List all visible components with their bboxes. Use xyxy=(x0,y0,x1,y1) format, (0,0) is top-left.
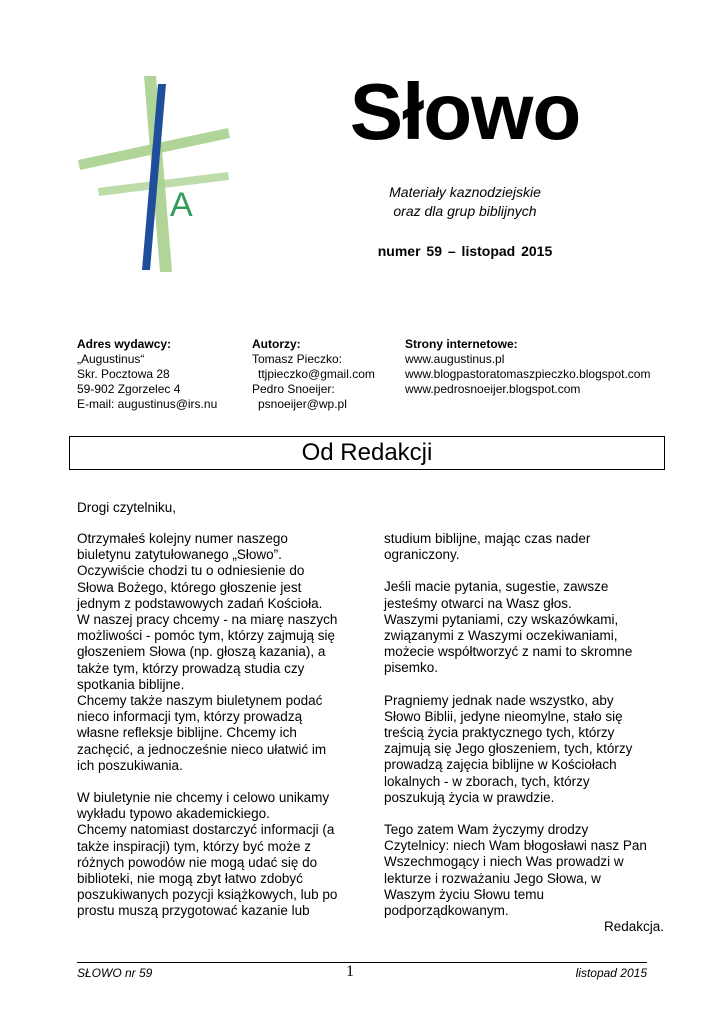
text-line: związanymi z Waszymi oczekiwaniami, xyxy=(384,628,618,644)
website-link: www.pedrosnoeijer.blogspot.com xyxy=(405,382,581,396)
text-line: jesteśmy otwarci na Wasz głos. xyxy=(384,595,572,611)
text-line: zajmują się Jego głoszeniem, tych, którzy xyxy=(384,741,633,757)
paragraph xyxy=(384,579,664,676)
paragraph xyxy=(384,531,664,563)
text-line: zachęcić, a jednocześnie nieco ułatwić im xyxy=(77,741,327,757)
publisher-line: 59-902 Zgorzelec 4 xyxy=(77,382,181,396)
text-line: studium biblijne, mając czas nader xyxy=(384,531,591,546)
authors-heading: Autorzy: xyxy=(252,337,301,351)
website-link: www.blogpastoratomaszpieczko.blogspot.com xyxy=(405,367,651,381)
logo-letter: A xyxy=(170,186,193,224)
text-line: Chcemy natomiast dostarczyć informacji (a xyxy=(77,822,335,838)
text-line: Oczywiście chodzi tu o odniesienie do xyxy=(77,563,305,579)
publisher-email: E-mail: augustinus@irs.nu xyxy=(77,397,218,411)
websites-heading: Strony internetowe: xyxy=(405,337,518,351)
text-line: także inspiracji) tym, którzy być może z xyxy=(77,838,312,854)
text-line: Pragniemy jednak nade wszystko, aby xyxy=(384,692,614,708)
text-line: różnych powodów nie mogą udać się do xyxy=(77,854,318,870)
paragraph xyxy=(384,693,664,806)
text-line: Tego zatem Wam życzymy drodzy xyxy=(384,822,589,838)
issue-number: numer 59 – listopad 2015 xyxy=(377,243,553,259)
paragraph xyxy=(77,531,367,774)
paragraph xyxy=(77,790,367,920)
text-line: Jeśli macie pytania, sugestie, zawsze xyxy=(384,579,609,595)
website-link: www.augustinus.pl xyxy=(405,352,505,366)
text-line: jednym z podstawowych zadań Kościoła. xyxy=(77,595,323,611)
text-line: biuletynu zatytułowanego „Słowo”. xyxy=(77,547,282,563)
text-line: biblioteki, nie mogą zbyt łatwo zdobyć xyxy=(77,871,303,887)
publisher-heading: Adres wydawcy: xyxy=(77,337,172,351)
author-email: psnoeijer@wp.pl xyxy=(258,397,347,411)
text-line: W biuletynie nie chcemy i celowo unikamy xyxy=(77,790,330,806)
footer-publication: SŁOWO nr 59 xyxy=(77,966,153,980)
subtitle-line: Materiały kaznodziejskie xyxy=(389,184,541,200)
text-line: pisemko. xyxy=(384,660,439,676)
text-line: poszukiwanych pozycji książkowych, lub po xyxy=(77,887,338,903)
text-line: także tym, którzy prowadzą studia czy xyxy=(77,660,305,676)
text-line: Chcemy także naszym biuletynem podać xyxy=(77,693,323,709)
signature: Redakcja. xyxy=(603,919,664,935)
publication-subtitle xyxy=(340,183,590,221)
text-line: prostu muszą przygotować kazanie lub xyxy=(77,903,310,919)
footer-date: listopad 2015 xyxy=(575,966,647,980)
text-line: poszukują życia w prawdzie. xyxy=(384,789,555,805)
publication-title: Słowo xyxy=(349,67,581,156)
left-column xyxy=(77,531,367,936)
author-name: Pedro Snoeijer: xyxy=(252,382,335,396)
logo xyxy=(78,76,238,272)
text-line: wykładu typowo akademickiego. xyxy=(77,806,270,822)
publisher-info xyxy=(77,337,217,412)
text-line: własne refleksje biblijne. Chcemy ich xyxy=(77,725,297,741)
right-column xyxy=(384,531,664,951)
text-line: Słowa Bożego, którego głoszenie jest xyxy=(77,579,302,595)
websites-info xyxy=(405,337,650,397)
authors-info xyxy=(252,337,375,412)
text-line: W naszej pracy chcemy - na miarę naszych xyxy=(77,612,338,628)
paragraph xyxy=(384,822,664,919)
text-line: prowadzą zajęcia biblijne w Kościołach xyxy=(384,757,617,773)
publisher-line: „Augustinus“ xyxy=(77,352,145,366)
text-line: głoszeniem Słowa (np. głoszą kazania), a xyxy=(77,644,326,660)
text-line: Czytelnicy: niech Wam błogosławi nasz Pan xyxy=(384,838,647,854)
text-line: możliwości - pomóc tym, którzy zajmują się xyxy=(77,628,336,644)
greeting: Drogi czytelniku, xyxy=(77,500,177,515)
author-email: ttjpieczko@gmail.com xyxy=(258,367,375,381)
cross-logo-icon xyxy=(78,76,238,272)
subtitle-line: oraz dla grup biblijnych xyxy=(393,203,537,219)
section-heading: Od Redakcji xyxy=(69,436,665,470)
text-line: możecie współtworzyć z nami to skromne xyxy=(384,644,633,660)
text-line: ograniczony. xyxy=(384,547,460,563)
text-line: podporządkowanym. xyxy=(384,903,509,919)
author-name: Tomasz Pieczko: xyxy=(252,352,343,366)
text-line: Wszechmogący i niech Was prowadzi w xyxy=(384,854,624,870)
footer-divider xyxy=(77,962,647,963)
text-line: Waszymi pytaniami, czy wskazówkami, xyxy=(384,611,619,627)
text-line: Otrzymałeś kolejny numer naszego xyxy=(77,531,288,546)
text-line: lokalnych - w zborach, tych, którzy xyxy=(384,773,590,789)
page-number: 1 xyxy=(346,963,354,980)
text-line: nieco informacji tym, którzy prowadzą xyxy=(77,709,303,725)
text-line: Słowo Biblii, jedyne nieomylne, stało się xyxy=(384,708,623,724)
publisher-line: Skr. Pocztowa 28 xyxy=(77,367,170,381)
text-line: treścią życia praktycznego tych, którzy xyxy=(384,725,615,741)
text-line: spotkania biblijne. xyxy=(77,676,185,692)
text-line: lekturze i rozważaniu Jego Słowa, w xyxy=(384,870,601,886)
text-line: Waszym życiu Słowu temu xyxy=(384,886,545,902)
text-line: ich poszukiwania. xyxy=(77,757,183,773)
